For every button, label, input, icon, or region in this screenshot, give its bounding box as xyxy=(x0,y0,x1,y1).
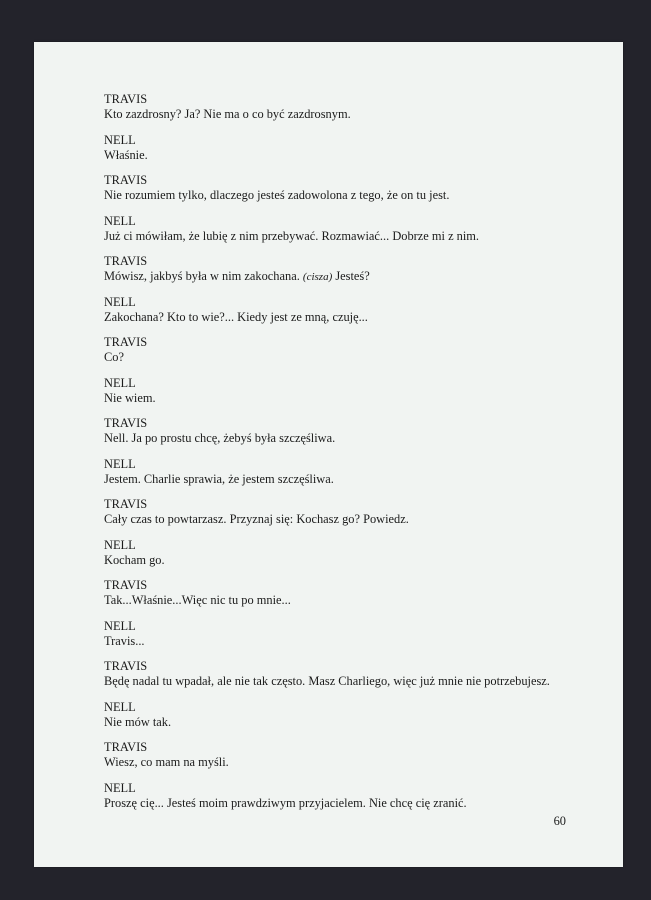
speaker-name: NELL xyxy=(104,618,136,633)
dialogue-block xyxy=(104,416,604,457)
speaker-name: TRAVIS xyxy=(104,497,148,511)
dialogue-block xyxy=(104,457,604,498)
speaker-name: NELL xyxy=(104,375,136,390)
dialogue-line: Już ci mówiłam, że lubię z nim przebywać. Rozmawiać... Dobrze mi z nim. xyxy=(104,228,480,243)
dialogue-line: Kocham go. xyxy=(104,552,165,567)
dialogue-line-start: Mówisz, jakbyś była w nim zakochana. xyxy=(104,269,303,283)
dialogue-block xyxy=(104,376,604,417)
dialogue-block xyxy=(104,214,604,255)
speaker-name: TRAVIS xyxy=(104,740,148,754)
dialogue-line: Jestem. Charlie sprawia, że jestem szczęśliwa. xyxy=(104,471,334,486)
stage-direction: (cisza) xyxy=(302,271,333,283)
dialogue-line: Kto zazdrosny? Ja? Nie ma o co być zazdrosnym. xyxy=(104,107,351,121)
speaker-name: TRAVIS xyxy=(104,659,148,673)
speaker-name: NELL xyxy=(104,537,136,552)
dialogue-line-end: Jesteś? xyxy=(332,269,370,283)
dialogue-line: Zakochana? Kto to wie?... Kiedy jest ze mną, czuję... xyxy=(104,309,368,324)
speaker-name: TRAVIS xyxy=(104,92,148,106)
dialogue-block xyxy=(104,659,604,700)
dialogue-block xyxy=(104,619,604,660)
dialogue-line: Proszę cię... Jesteś moim prawdziwym przyjacielem. Nie chcę cię zranić. xyxy=(104,795,467,810)
dialogue-block xyxy=(104,133,604,174)
speaker-name: NELL xyxy=(104,780,136,795)
dialogue-line: Cały czas to powtarzasz. Przyznaj się: Kochasz go? Powiedz. xyxy=(104,512,409,526)
dialogue-line: Nell. Ja po prostu chcę, żebyś była szczęśliwa. xyxy=(104,431,336,445)
script-page xyxy=(34,42,623,867)
dialogue-block xyxy=(104,700,604,741)
dialogue-block xyxy=(104,335,604,376)
dialogue-block xyxy=(104,538,604,579)
speaker-name: TRAVIS xyxy=(104,173,148,187)
dialogue-block xyxy=(104,497,604,538)
speaker-name: NELL xyxy=(104,132,136,147)
dialogue-line: Tak...Właśnie...Więc nic tu po mnie... xyxy=(104,593,291,607)
dialogue-block xyxy=(104,740,604,781)
speaker-name: TRAVIS xyxy=(104,335,148,349)
dialogue-line: Będę nadal tu wpadał, ale nie tak często. Masz Charliego, więc już mnie nie potrzebujesz. xyxy=(104,674,550,688)
page-number: 60 xyxy=(553,814,566,828)
dialogue-list xyxy=(104,92,604,821)
dialogue-line: Nie wiem. xyxy=(104,390,156,405)
speaker-name: TRAVIS xyxy=(104,578,148,592)
dialogue-block xyxy=(104,173,604,214)
speaker-name: NELL xyxy=(104,294,136,309)
dialogue-line: Właśnie. xyxy=(104,147,148,162)
speaker-name: TRAVIS xyxy=(104,254,148,268)
dialogue-line: Wiesz, co mam na myśli. xyxy=(104,755,229,769)
speaker-name: NELL xyxy=(104,213,136,228)
dialogue-line: Nie rozumiem tylko, dlaczego jesteś zadowolona z tego, że on tu jest. xyxy=(104,188,450,202)
speaker-name: TRAVIS xyxy=(104,416,148,430)
dialogue-block xyxy=(104,578,604,619)
dialogue-line: Co? xyxy=(104,350,124,364)
dialogue-line xyxy=(104,269,604,285)
dialogue-block xyxy=(104,254,604,295)
dialogue-block xyxy=(104,781,604,822)
dialogue-line: Nie mów tak. xyxy=(104,714,172,729)
speaker-name: NELL xyxy=(104,456,136,471)
dialogue-block xyxy=(104,295,604,336)
speaker-name: NELL xyxy=(104,699,136,714)
dialogue-block xyxy=(104,92,604,133)
dialogue-line: Travis... xyxy=(104,633,145,648)
